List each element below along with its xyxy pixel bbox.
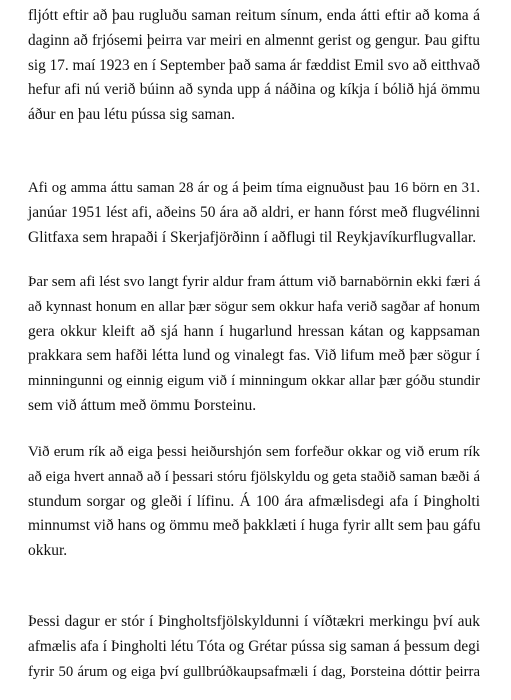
text-line: Þar sem afi lést svo langt fyrir aldur fram áttum við barnabörnin ekki færi á	[28, 274, 481, 290]
text-line: hefur afi nú verið búinn að synda upp á náðina og kíkja í bólið hjá ömmu	[28, 81, 480, 99]
text-line: Glitfaxa sem hrapaði í Skerjafjörðinn í aðflugi til Reykjavíkurflugvallar.	[28, 228, 477, 246]
text-line: áður en þau létu pússa sig saman.	[28, 106, 236, 124]
text-line: afmælis afa í Þingholti létu Tóta og Grétar pússa sig saman á þessum degi	[28, 637, 480, 655]
paragraph-2	[28, 176, 480, 250]
text-line: fyrir 50 árum og eiga því gullbrúðkaupsafmæli í dag, Þorsteina dóttir þeirra	[28, 663, 480, 680]
text-line: janúar 1951 lést afi, aðeins 50 ára að aldri, er hann fórst með flugvélinni	[28, 203, 480, 221]
text-line: stundum sorgar og gleði í lífinu. Á 100 ára afmælisdegi afa í Þingholti	[28, 492, 480, 510]
text-line: Afi og amma áttu saman 28 ár og á þeim tíma eignuðust þau 16 börn en 31.	[28, 180, 480, 196]
text-line: að kynnast honum en allar þær sögur sem okkur hafa verið sagðar af honum	[28, 298, 480, 315]
paragraph-1	[28, 4, 480, 128]
text-line: okkur.	[28, 542, 68, 560]
text-line: gera okkur kleift að sjá hann í hugarlund hressan kátan og kappsaman	[28, 322, 480, 340]
paragraph-3	[28, 270, 480, 419]
paragraph-4	[28, 440, 480, 564]
text-line: minnumst við hans og ömmu með þakklæti í huga fyrir allt sem þau gáfu	[28, 517, 481, 535]
text-line: minningunni og einnig eigum við í minningum okkar allar þær góðu stundir	[28, 373, 480, 390]
text-line: daginn að frjósemi þeirra var meiri en almennt gerist og gengur. Þau giftu	[28, 31, 480, 49]
paragraph-5	[28, 610, 480, 684]
text-line: prakkara sem hafði létta lund og vinalegt fas. Við lifum með þær sögur í	[28, 347, 480, 365]
text-line: að eiga hvert annað að í þessari stóru fjölskyldu og geta staðið saman bæði á	[28, 468, 480, 485]
text-line: sig 17. maí 1923 en í September það sama ár fæddist Emil svo að eitthvað	[28, 56, 480, 74]
text-line: fljótt eftir að þau rugluðu saman reitum sínum, enda átti eftir að koma á	[28, 7, 480, 24]
text-line: sem við áttum með ömmu Þorsteinu.	[28, 396, 257, 414]
text-line: Þessi dagur er stór í Þingholtsfjölskyldunni í víðtækri merkingu því auk	[28, 613, 480, 630]
text-line: Við erum rík að eiga þessi heiðurshjón sem forfeður okkar og við erum rík	[28, 444, 480, 460]
